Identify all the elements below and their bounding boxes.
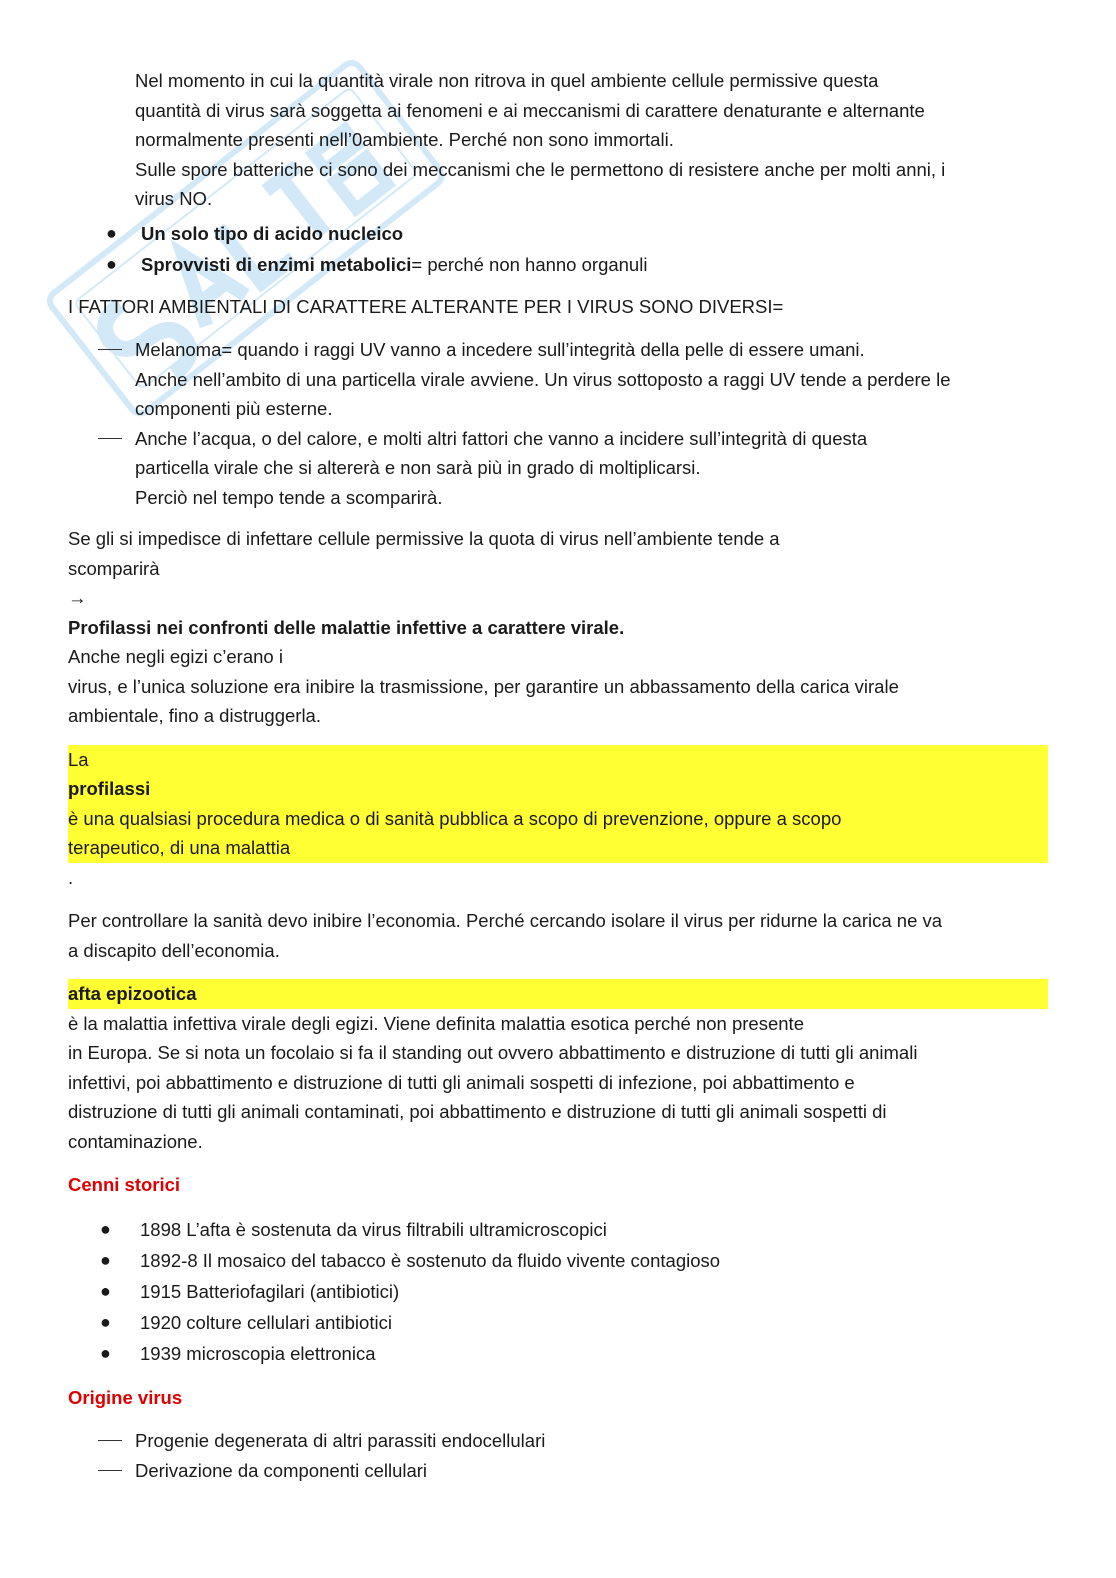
fattori-line: Perciò nel tempo tende a scomparirà. bbox=[135, 486, 443, 508]
paragraph-line bbox=[68, 833, 1048, 892]
bullet-icon: ● bbox=[106, 253, 117, 274]
bullet-bold: Un solo tipo di acido nucleico bbox=[141, 222, 404, 244]
paragraph-line bbox=[68, 979, 1048, 1038]
paragraph-line: Per controllare la sanità devo inibire l’economia. Perché cercando isolare il virus per ridurne la carica ne va bbox=[68, 910, 943, 931]
bullet-icon: ● bbox=[100, 1311, 111, 1332]
afta-paragraph bbox=[68, 979, 1048, 1156]
profilassi-term: profilassi bbox=[68, 774, 1048, 804]
list-item-text: 1920 colture cellulari antibiotici bbox=[140, 1311, 392, 1333]
bullet-text: = perché non hanno organuli bbox=[411, 253, 648, 275]
fattori-line: componenti più esterne. bbox=[135, 398, 333, 419]
afta-term: afta epizootica bbox=[68, 979, 1048, 1009]
definition-paragraph bbox=[68, 745, 1048, 893]
document-body bbox=[68, 66, 1048, 1497]
list-item bbox=[68, 218, 1048, 249]
text-run: Anche negli egizi c’erano i bbox=[68, 646, 283, 667]
list-item bbox=[68, 1276, 1048, 1307]
list-item-text: 1915 Batteriofagilari (antibiotici) bbox=[140, 1280, 400, 1302]
bullet-icon: ● bbox=[106, 222, 117, 243]
list-item bbox=[68, 1245, 1048, 1276]
paragraph-line: distruzione di tutti gli animali contaminati, poi abbattimento e distruzione di tutti gli animali sospetti di bbox=[68, 1101, 887, 1122]
highlighted-text: è una qualsiasi procedura medica o di sanità pubblica a scopo di prevenzione, oppure a scopo bbox=[68, 804, 1048, 834]
bullet-icon: ● bbox=[100, 1218, 111, 1239]
intro-line: Nel momento in cui la quantità virale non ritrova in quel ambiente cellule permissive questa bbox=[135, 70, 879, 91]
paragraph-line: contaminazione. bbox=[68, 1130, 203, 1152]
highlighted-text: La bbox=[68, 745, 1048, 775]
dash-icon bbox=[98, 1470, 122, 1471]
fattori-line: Anche nell’ambito di una particella virale avviene. Un virus sottoposto a raggi UV tende a perdere le bbox=[135, 368, 951, 390]
bullet-icon: ● bbox=[100, 1342, 111, 1363]
text-run: . bbox=[68, 866, 74, 888]
origine-virus-heading: Origine virus bbox=[68, 1386, 183, 1408]
paragraph-line: Se gli si impedisce di infettare cellule permissive la quota di virus nell’ambiente tende a bbox=[68, 528, 780, 549]
list-item bbox=[68, 1338, 1048, 1369]
paragraph-line: virus, e l’unica soluzione era inibire la trasmissione, per garantire un abbassamento della carica virale bbox=[68, 675, 899, 697]
intro-line: quantità di virus sarà soggetta ai fenomeni e ai meccanismi di carattere denaturante e alternante bbox=[135, 99, 925, 121]
list-item bbox=[68, 1214, 1048, 1245]
paragraph-line: ambientale, fino a distruggerla. bbox=[68, 705, 321, 726]
paragraph-line: infettivi, poi abbattimento e distruzione di tutti gli animali sospetti di infezione, poi abbattimento e bbox=[68, 1071, 855, 1093]
fattori-list bbox=[68, 335, 1048, 512]
paragraph-line: in Europa. Se si nota un focolaio si fa il standing out ovvero abbattimento e distruzione di tutti gli animali bbox=[68, 1042, 918, 1063]
paragraph-line bbox=[68, 554, 1048, 672]
list-item-text: Progenie degenerata di altri parassiti endocellulari bbox=[135, 1430, 546, 1451]
fattori-line: Melanoma= quando i raggi UV vanno a incedere sull’integrità della pelle di essere umani. bbox=[135, 339, 865, 360]
cenni-storici-heading: Cenni storici bbox=[68, 1174, 181, 1195]
bullet-bold: Sprovvisti di enzimi metabolici bbox=[141, 253, 412, 275]
intro-line: Sulle spore batteriche ci sono dei meccanismi che le permettono di resistere anche per molti anni, i bbox=[135, 158, 946, 180]
intro-line: virus NO. bbox=[135, 188, 213, 209]
list-item bbox=[68, 249, 1048, 280]
list-item bbox=[68, 1426, 1048, 1456]
text-run: scomparirà bbox=[68, 557, 160, 579]
list-item-text: 1939 microscopia elettronica bbox=[140, 1342, 376, 1364]
cenni-storici-list bbox=[68, 1214, 1048, 1369]
origine-virus-list bbox=[68, 1426, 1048, 1485]
text-run: è la malattia infettiva virale degli egizi. Viene definita malattia esotica perché non presente bbox=[68, 1012, 804, 1034]
fattori-line: particella virale che si altererà e non sarà più in grado di moltiplicarsi. bbox=[135, 457, 701, 478]
bullet-icon: ● bbox=[100, 1280, 111, 1301]
list-item bbox=[68, 424, 1048, 513]
list-item bbox=[68, 335, 1048, 424]
virus-properties-list bbox=[68, 218, 1048, 280]
fattori-line: Anche l’acqua, o del calore, e molti altri fattori che vanno a incidere sull’integrità di questa bbox=[135, 427, 868, 449]
intro-paragraph bbox=[68, 66, 1048, 214]
economia-paragraph bbox=[68, 906, 1048, 965]
fattori-heading: I FATTORI AMBIENTALI DI CARATTERE ALTERANTE PER I VIRUS SONO DIVERSI= bbox=[68, 295, 784, 317]
paragraph-line bbox=[68, 745, 1048, 834]
list-item bbox=[68, 1307, 1048, 1338]
list-item bbox=[68, 1456, 1048, 1486]
profilassi-bold: Profilassi nei confronti delle malattie infettive a carattere virale. bbox=[68, 616, 625, 638]
paragraph-line: a discapito dell’economia. bbox=[68, 939, 280, 961]
list-item-text: 1892-8 Il mosaico del tabacco è sostenuto da fluido vivente contagioso bbox=[140, 1249, 721, 1271]
highlighted-text: terapeutico, di una malattia bbox=[68, 833, 1048, 863]
list-item-text: Derivazione da componenti cellulari bbox=[135, 1459, 428, 1481]
profilassi-paragraph bbox=[68, 524, 1048, 731]
arrow-icon: → bbox=[68, 587, 87, 608]
bullet-icon: ● bbox=[100, 1249, 111, 1270]
dash-icon bbox=[98, 1440, 122, 1441]
list-item-text: 1898 L’afta è sostenuta da virus filtrabili ultramicroscopici bbox=[140, 1218, 607, 1240]
dash-icon bbox=[98, 438, 122, 439]
dash-icon bbox=[98, 349, 122, 350]
intro-line: normalmente presenti nell’0ambiente. Perché non sono immortali. bbox=[135, 129, 674, 150]
